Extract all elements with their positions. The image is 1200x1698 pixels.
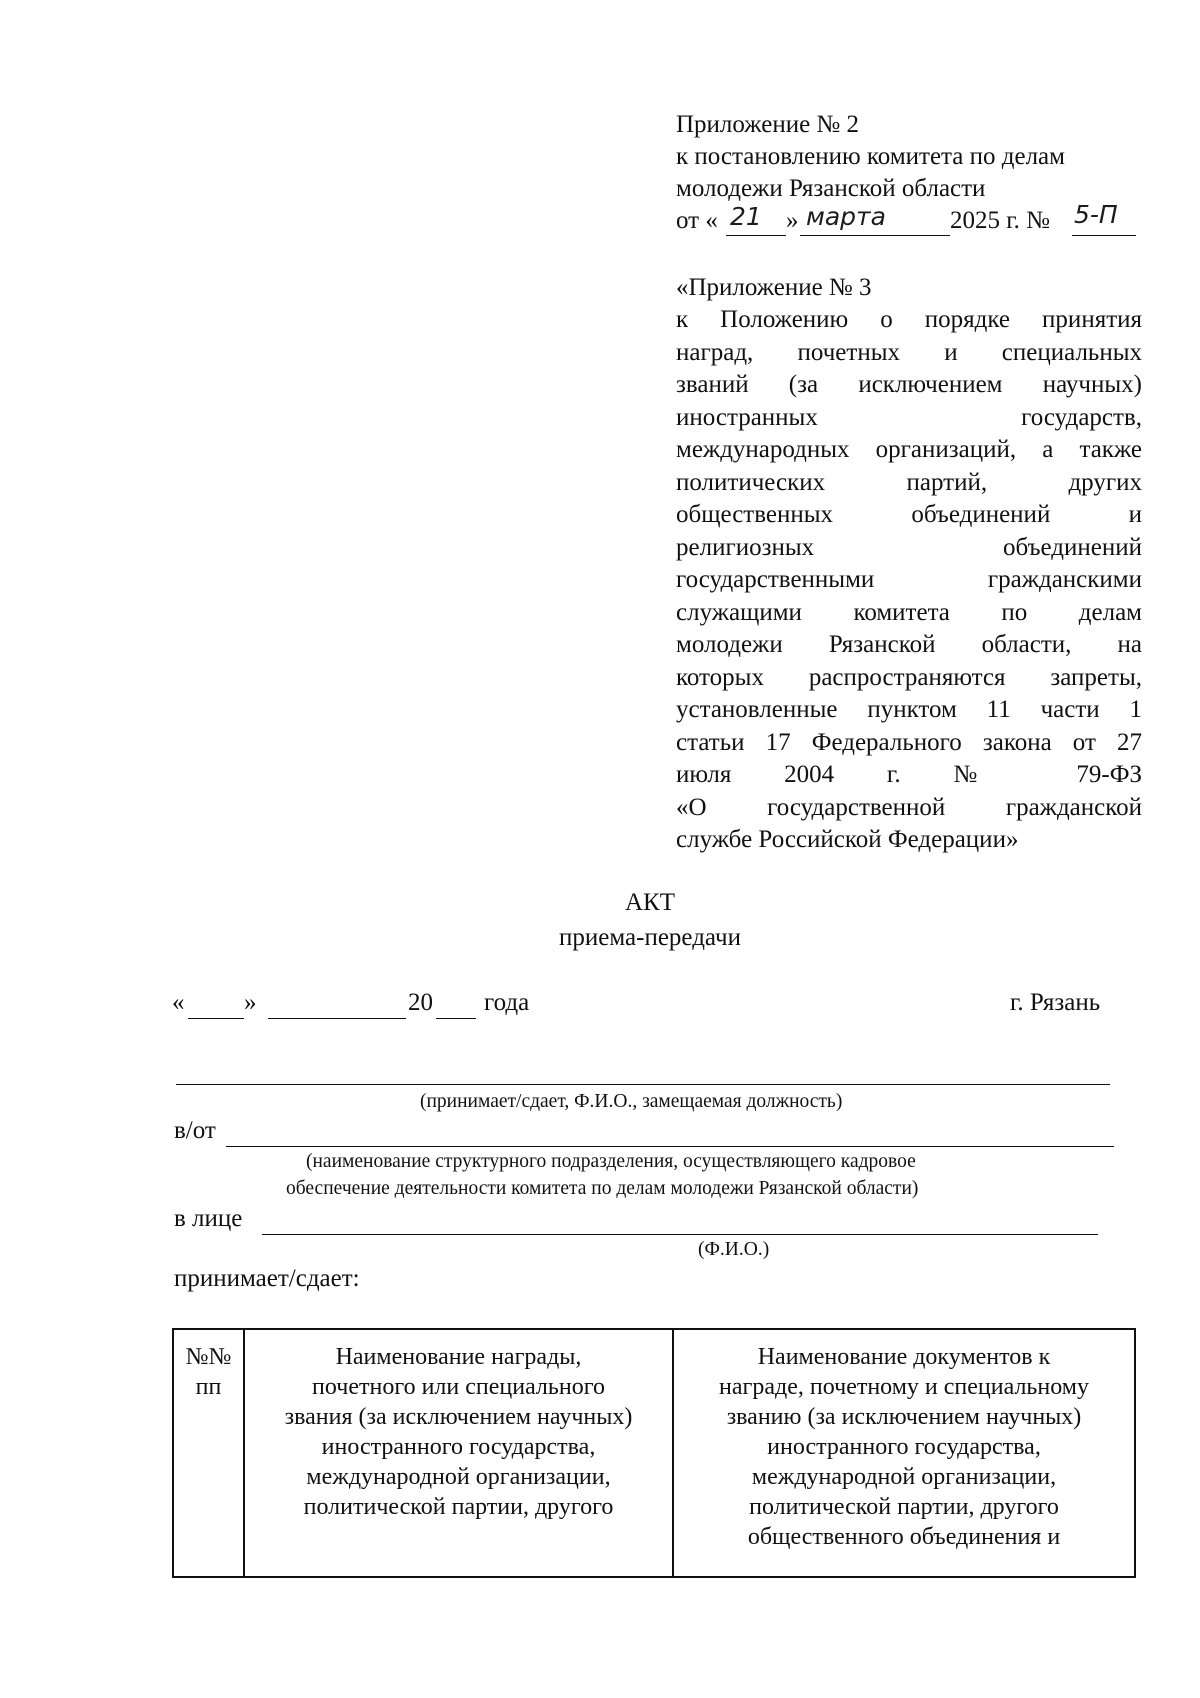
header-documents (673, 1329, 1135, 1577)
appendix-date-prefix: от « (676, 207, 718, 234)
date-year-blank[interactable] (436, 990, 476, 1019)
regulation-title: «Приложение № 3 (676, 274, 872, 301)
header-documents-line: иностранного государства, (767, 1434, 1041, 1460)
regulation-line: общественных объединений и (676, 501, 1142, 528)
appendix-date-mid: » (786, 207, 799, 234)
header-award-line: иностранного государства, (321, 1434, 596, 1460)
appendix-title: Приложение № 2 (676, 111, 860, 138)
regulation-line: к Положению о порядке принятия (676, 306, 1142, 333)
in-person-label: в лице (174, 1205, 243, 1232)
header-award-line: политической партии, другого (303, 1494, 614, 1520)
act-subtitle: приема-передачи (559, 924, 741, 951)
city: г. Рязань (1010, 989, 1101, 1016)
date-day-blank[interactable] (188, 990, 244, 1019)
header-number-line: №№ (185, 1344, 232, 1370)
handwritten-number: 5-П (1074, 200, 1118, 229)
regulation-line: служащими комитета по делам (676, 598, 1142, 626)
regulation-line: международных организаций, а также (676, 436, 1142, 463)
handwritten-day: 21 (730, 202, 762, 231)
act-title: АКТ (625, 889, 675, 916)
regulation-line: наград, почетных и специальных (676, 338, 1142, 366)
header-documents-line: Наименование документов к (757, 1344, 1051, 1370)
header-award-line: звания (за исключением научных) (284, 1404, 633, 1430)
caption-unit-1: (наименование структурного подразделения, осуществляющего кадровое (306, 1151, 916, 1172)
header-documents-line: международной организации, (751, 1464, 1057, 1490)
date-month-blank[interactable] (268, 990, 406, 1019)
header-number (173, 1329, 244, 1577)
regulation-line: государственными гражданскими (676, 566, 1142, 593)
caption-fio: (Ф.И.О.) (698, 1239, 770, 1260)
date-century: 20 (408, 989, 433, 1016)
regulation-line: которых распространяются запреты, (676, 663, 1142, 691)
regulation-line: иностранных государств, (676, 403, 1142, 431)
appendix-line-2: к постановлению комитета по делам (676, 143, 1065, 170)
appendix-date-year: 2025 г. № (950, 207, 1051, 234)
regulation-line: политических партий, других (676, 468, 1142, 496)
regulation-line: установленные пунктом 11 части 1 (676, 696, 1142, 723)
regulation-last-line: службе Российской Федерации» (676, 826, 1019, 853)
header-documents-line: званию (за исключением научных) (726, 1404, 1082, 1430)
header-number-line: пп (195, 1374, 222, 1400)
header-award-name (244, 1329, 673, 1577)
appendix-line-3: молодежи Рязанской области (676, 175, 986, 202)
regulation-line: званий (за исключением научных) (676, 371, 1142, 398)
regulation-line: статьи 17 Федерального закона от 27 (676, 728, 1142, 756)
accepts-label: принимает/сдает: (174, 1265, 360, 1292)
items-table (172, 1328, 1136, 1578)
header-documents-line: общественного объединения и (747, 1524, 1061, 1550)
header-award-line: Наименование награды, (335, 1344, 582, 1370)
fio-blank[interactable] (262, 1204, 1098, 1235)
regulation-line: молодежи Рязанской области, на (676, 631, 1142, 658)
regulation-body (676, 305, 1142, 855)
header-award-line: международной организации, (306, 1464, 611, 1490)
regulation-line: июля 2004 г. № 79-ФЗ (676, 761, 1142, 788)
table-header-row (173, 1329, 1135, 1577)
header-award-line: почетного или специального (312, 1374, 605, 1400)
unit-blank[interactable] (226, 1116, 1114, 1147)
regulation-line: «О государственной гражданской (676, 793, 1142, 821)
header-documents-line: политической партии, другого (749, 1494, 1059, 1520)
date-open-quote: « (172, 989, 185, 1016)
caption-unit-2: обеспечение деятельности комитета по делам молодежи Рязанской области) (286, 1178, 919, 1199)
caption-party: (принимает/сдает, Ф.И.О., замещаемая должность) (420, 1091, 843, 1112)
header-documents-line: награде, почетному и специальному (719, 1374, 1089, 1400)
date-year-word: года (484, 989, 530, 1016)
party-blank[interactable] (176, 1050, 1110, 1085)
handwritten-month: марта (806, 202, 886, 231)
to-from-label: в/от (174, 1117, 216, 1144)
date-close-quote: » (244, 989, 257, 1016)
regulation-line: религиозных объединений (676, 533, 1142, 561)
